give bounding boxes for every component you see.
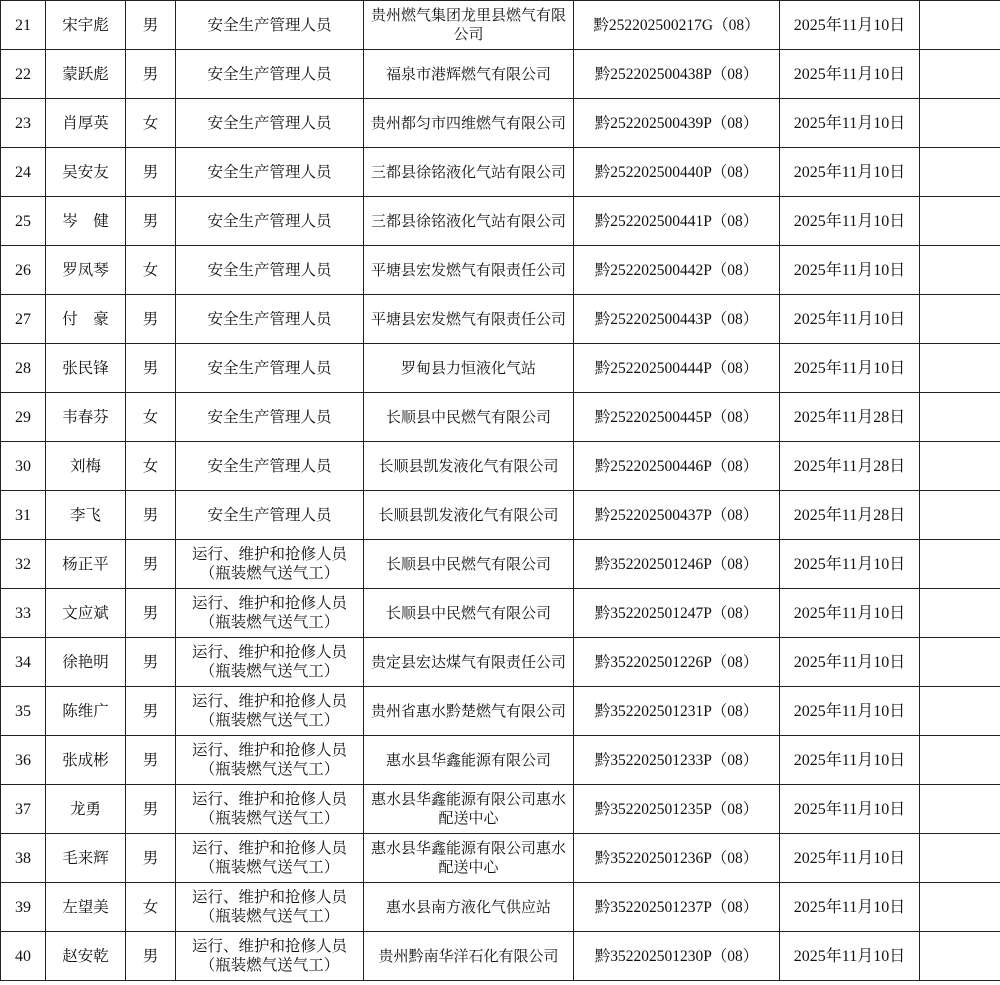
cell-unit: 平塘县宏发燃气有限责任公司	[364, 295, 574, 344]
cell-gender: 男	[126, 148, 176, 197]
cell-role: 运行、维护和抢修人员（瓶装燃气送气工）	[176, 540, 364, 589]
cell-name: 徐艳明	[46, 638, 126, 687]
cell-certificate-number: 黔352202501246P（08）	[574, 540, 780, 589]
cell-index: 37	[1, 785, 46, 834]
cell-index: 27	[1, 295, 46, 344]
cell-issue-date: 2025年11月10日	[780, 197, 920, 246]
cell-certificate-number: 黔352202501237P（08）	[574, 883, 780, 932]
cell-unit: 长顺县凯发液化气有限公司	[364, 491, 574, 540]
cell-remarks	[920, 491, 1000, 540]
cell-unit: 贵州都匀市四维燃气有限公司	[364, 99, 574, 148]
cell-remarks	[920, 344, 1000, 393]
cell-gender: 男	[126, 589, 176, 638]
cell-name: 赵安乾	[46, 932, 126, 981]
cell-issue-date: 2025年11月10日	[780, 687, 920, 736]
cell-certificate-number: 黔252202500442P（08）	[574, 246, 780, 295]
cell-name: 龙勇	[46, 785, 126, 834]
cell-gender: 男	[126, 197, 176, 246]
cell-index: 25	[1, 197, 46, 246]
cell-role: 运行、维护和抢修人员（瓶装燃气送气工）	[176, 834, 364, 883]
cell-gender: 男	[126, 491, 176, 540]
cell-unit: 三都县徐铭液化气站有限公司	[364, 148, 574, 197]
cell-name: 陈维广	[46, 687, 126, 736]
cell-gender: 男	[126, 687, 176, 736]
cell-unit: 贵州省惠水黔楚燃气有限公司	[364, 687, 574, 736]
cell-remarks	[920, 638, 1000, 687]
cell-name: 毛来辉	[46, 834, 126, 883]
table-row	[1, 932, 1000, 981]
cell-gender: 男	[126, 295, 176, 344]
cell-unit: 惠水县华鑫能源有限公司	[364, 736, 574, 785]
cell-certificate-number: 黔252202500446P（08）	[574, 442, 780, 491]
cell-remarks	[920, 442, 1000, 491]
cell-certificate-number: 黔352202501235P（08）	[574, 785, 780, 834]
cell-unit: 长顺县中民燃气有限公司	[364, 393, 574, 442]
cell-name: 韦春芬	[46, 393, 126, 442]
cell-role: 运行、维护和抢修人员（瓶装燃气送气工）	[176, 736, 364, 785]
cell-issue-date: 2025年11月10日	[780, 295, 920, 344]
cell-issue-date: 2025年11月10日	[780, 883, 920, 932]
table-row	[1, 638, 1000, 687]
cell-remarks	[920, 197, 1000, 246]
cell-unit: 三都县徐铭液化气站有限公司	[364, 197, 574, 246]
cell-role: 运行、维护和抢修人员（瓶装燃气送气工）	[176, 589, 364, 638]
cell-name: 岑 健	[46, 197, 126, 246]
cell-certificate-number: 黔352202501233P（08）	[574, 736, 780, 785]
table-row	[1, 491, 1000, 540]
table-row	[1, 148, 1000, 197]
cell-index: 34	[1, 638, 46, 687]
cell-remarks	[920, 50, 1000, 99]
cell-issue-date: 2025年11月28日	[780, 491, 920, 540]
cell-remarks	[920, 540, 1000, 589]
cell-name: 罗凤琴	[46, 246, 126, 295]
table-row	[1, 442, 1000, 491]
cell-gender: 男	[126, 834, 176, 883]
cell-name: 付 豪	[46, 295, 126, 344]
cell-unit: 罗甸县力恒液化气站	[364, 344, 574, 393]
cell-unit: 平塘县宏发燃气有限责任公司	[364, 246, 574, 295]
cell-certificate-number: 黔252202500217G（08）	[574, 1, 780, 50]
table-row	[1, 687, 1000, 736]
cell-issue-date: 2025年11月10日	[780, 736, 920, 785]
cell-gender: 男	[126, 638, 176, 687]
cell-index: 31	[1, 491, 46, 540]
cell-index: 22	[1, 50, 46, 99]
cell-role: 安全生产管理人员	[176, 50, 364, 99]
cell-role: 运行、维护和抢修人员（瓶装燃气送气工）	[176, 638, 364, 687]
cell-certificate-number: 黔252202500443P（08）	[574, 295, 780, 344]
cell-name: 文应斌	[46, 589, 126, 638]
cell-index: 40	[1, 932, 46, 981]
table-row	[1, 393, 1000, 442]
cell-unit: 贵州黔南华洋石化有限公司	[364, 932, 574, 981]
cell-gender: 男	[126, 1, 176, 50]
table-row	[1, 99, 1000, 148]
cell-role: 运行、维护和抢修人员（瓶装燃气送气工）	[176, 932, 364, 981]
cell-issue-date: 2025年11月10日	[780, 932, 920, 981]
cell-certificate-number: 黔252202500445P（08）	[574, 393, 780, 442]
cell-gender: 女	[126, 246, 176, 295]
cell-name: 刘梅	[46, 442, 126, 491]
cell-role: 安全生产管理人员	[176, 442, 364, 491]
cell-unit: 贵州燃气集团龙里县燃气有限公司	[364, 1, 574, 50]
cell-certificate-number: 黔252202500437P（08）	[574, 491, 780, 540]
cell-index: 23	[1, 99, 46, 148]
table-row	[1, 540, 1000, 589]
cell-role: 安全生产管理人员	[176, 393, 364, 442]
table-row	[1, 785, 1000, 834]
cell-remarks	[920, 834, 1000, 883]
cell-role: 安全生产管理人员	[176, 344, 364, 393]
table-row	[1, 883, 1000, 932]
table-row	[1, 197, 1000, 246]
cell-certificate-number: 黔352202501231P（08）	[574, 687, 780, 736]
cell-index: 38	[1, 834, 46, 883]
cell-certificate-number: 黔252202500444P（08）	[574, 344, 780, 393]
cell-certificate-number: 黔252202500440P（08）	[574, 148, 780, 197]
cell-gender: 男	[126, 785, 176, 834]
cell-remarks	[920, 295, 1000, 344]
cell-unit: 惠水县华鑫能源有限公司惠水配送中心	[364, 834, 574, 883]
cell-role: 安全生产管理人员	[176, 246, 364, 295]
cell-role: 安全生产管理人员	[176, 1, 364, 50]
cell-remarks	[920, 589, 1000, 638]
cell-issue-date: 2025年11月10日	[780, 99, 920, 148]
table-row	[1, 589, 1000, 638]
cell-unit: 福泉市港辉燃气有限公司	[364, 50, 574, 99]
cell-role: 安全生产管理人员	[176, 197, 364, 246]
cell-name: 宋宇彪	[46, 1, 126, 50]
cell-index: 24	[1, 148, 46, 197]
cell-gender: 女	[126, 442, 176, 491]
cell-remarks	[920, 932, 1000, 981]
cell-unit: 贵定县宏达煤气有限责任公司	[364, 638, 574, 687]
table-body	[1, 1, 1000, 981]
cell-certificate-number: 黔352202501247P（08）	[574, 589, 780, 638]
cell-issue-date: 2025年11月10日	[780, 834, 920, 883]
cell-role: 安全生产管理人员	[176, 99, 364, 148]
cell-name: 吴安友	[46, 148, 126, 197]
cell-remarks	[920, 99, 1000, 148]
cell-name: 肖厚英	[46, 99, 126, 148]
cell-remarks	[920, 393, 1000, 442]
table-row	[1, 344, 1000, 393]
cell-remarks	[920, 785, 1000, 834]
cell-index: 35	[1, 687, 46, 736]
cell-index: 26	[1, 246, 46, 295]
cell-role: 运行、维护和抢修人员（瓶装燃气送气工）	[176, 785, 364, 834]
table-row	[1, 295, 1000, 344]
cell-issue-date: 2025年11月10日	[780, 246, 920, 295]
cell-issue-date: 2025年11月10日	[780, 540, 920, 589]
cell-role: 运行、维护和抢修人员（瓶装燃气送气工）	[176, 687, 364, 736]
cell-name: 杨正平	[46, 540, 126, 589]
table-row	[1, 834, 1000, 883]
cell-index: 29	[1, 393, 46, 442]
cell-gender: 女	[126, 393, 176, 442]
cell-role: 安全生产管理人员	[176, 491, 364, 540]
cell-issue-date: 2025年11月10日	[780, 1, 920, 50]
cell-certificate-number: 黔352202501230P（08）	[574, 932, 780, 981]
cell-role: 安全生产管理人员	[176, 295, 364, 344]
cell-gender: 男	[126, 50, 176, 99]
cell-issue-date: 2025年11月10日	[780, 638, 920, 687]
table-row	[1, 736, 1000, 785]
cell-gender: 男	[126, 344, 176, 393]
cell-name: 蒙跃彪	[46, 50, 126, 99]
cell-remarks	[920, 736, 1000, 785]
cell-issue-date: 2025年11月10日	[780, 344, 920, 393]
cell-role: 安全生产管理人员	[176, 148, 364, 197]
cell-index: 33	[1, 589, 46, 638]
cell-issue-date: 2025年11月10日	[780, 148, 920, 197]
table-row	[1, 50, 1000, 99]
cell-issue-date: 2025年11月28日	[780, 442, 920, 491]
cell-unit: 惠水县华鑫能源有限公司惠水配送中心	[364, 785, 574, 834]
cell-index: 39	[1, 883, 46, 932]
cell-unit: 长顺县中民燃气有限公司	[364, 589, 574, 638]
cell-issue-date: 2025年11月28日	[780, 393, 920, 442]
cell-unit: 长顺县凯发液化气有限公司	[364, 442, 574, 491]
cell-issue-date: 2025年11月10日	[780, 589, 920, 638]
cell-unit: 长顺县中民燃气有限公司	[364, 540, 574, 589]
cell-issue-date: 2025年11月10日	[780, 50, 920, 99]
cell-gender: 女	[126, 99, 176, 148]
cell-index: 28	[1, 344, 46, 393]
table-row	[1, 1, 1000, 50]
cell-certificate-number: 黔252202500439P（08）	[574, 99, 780, 148]
cell-unit: 惠水县南方液化气供应站	[364, 883, 574, 932]
cell-name: 李飞	[46, 491, 126, 540]
cell-gender: 男	[126, 540, 176, 589]
cell-certificate-number: 黔352202501236P（08）	[574, 834, 780, 883]
cell-certificate-number: 黔352202501226P（08）	[574, 638, 780, 687]
cell-gender: 女	[126, 883, 176, 932]
cell-role: 运行、维护和抢修人员（瓶装燃气送气工）	[176, 883, 364, 932]
cell-remarks	[920, 246, 1000, 295]
cell-index: 21	[1, 1, 46, 50]
cell-name: 张民锋	[46, 344, 126, 393]
table-row	[1, 246, 1000, 295]
cell-index: 36	[1, 736, 46, 785]
cell-gender: 男	[126, 932, 176, 981]
cell-issue-date: 2025年11月10日	[780, 785, 920, 834]
cell-name: 张成彬	[46, 736, 126, 785]
cell-remarks	[920, 883, 1000, 932]
cell-remarks	[920, 1, 1000, 50]
cell-remarks	[920, 687, 1000, 736]
cell-gender: 男	[126, 736, 176, 785]
cell-name: 左望美	[46, 883, 126, 932]
cell-index: 30	[1, 442, 46, 491]
cell-certificate-number: 黔252202500438P（08）	[574, 50, 780, 99]
cell-certificate-number: 黔252202500441P（08）	[574, 197, 780, 246]
cell-index: 32	[1, 540, 46, 589]
cell-remarks	[920, 148, 1000, 197]
